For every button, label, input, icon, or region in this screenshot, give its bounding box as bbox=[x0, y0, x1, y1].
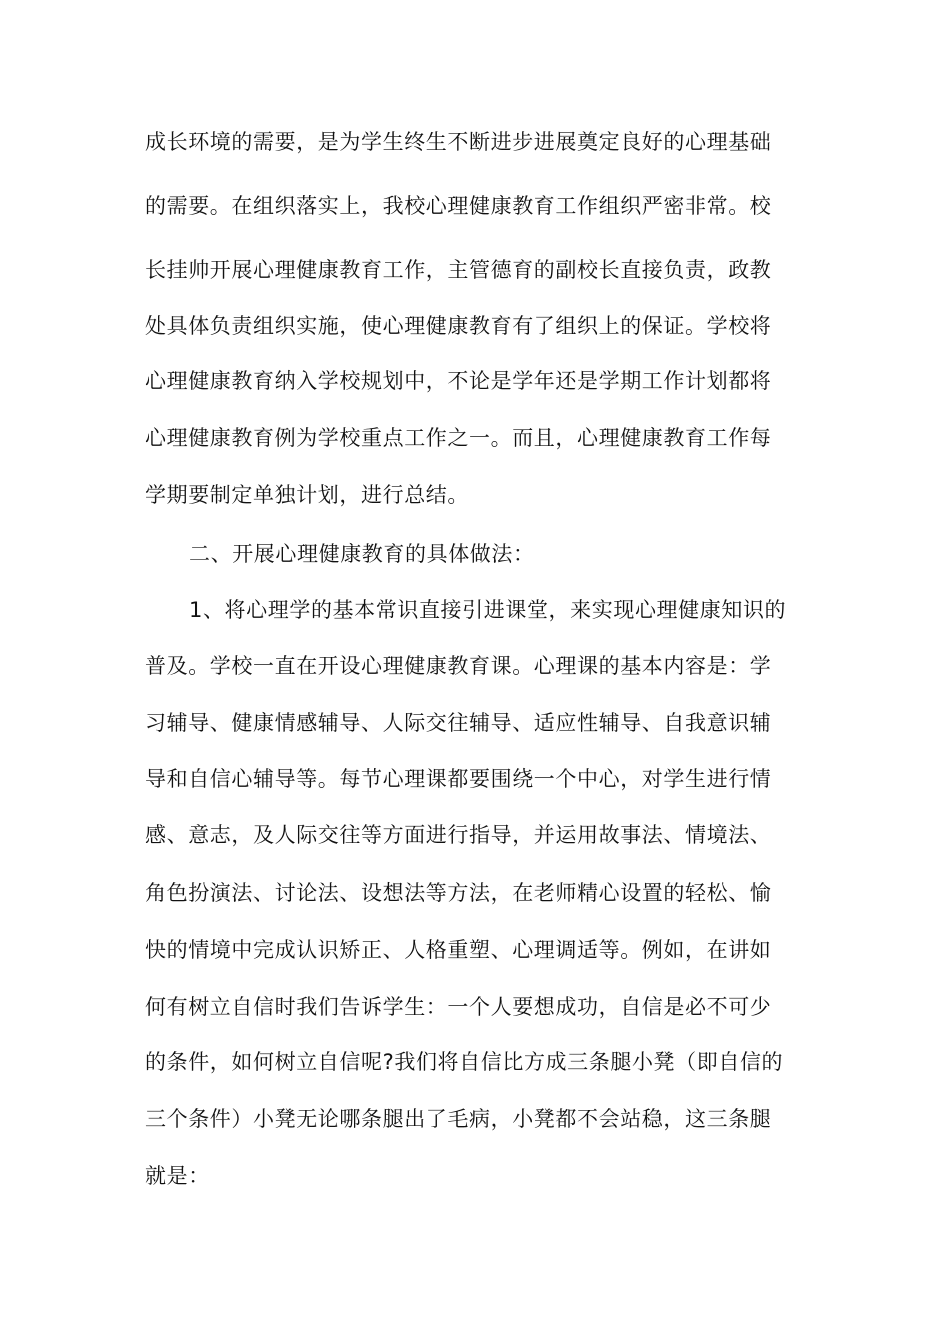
paragraph-line: 1、将心理学的基本常识直接引进课堂，来实现心理健康知识的 bbox=[189, 598, 787, 622]
paragraph-line: 普及。学校一直在开设心理健康教育课。心理课的基本内容是：学 bbox=[145, 654, 772, 678]
paragraph-line: 就是： bbox=[145, 1164, 210, 1188]
paragraph-line: 处具体负责组织实施，使心理健康教育有了组织上的保证。学校将 bbox=[145, 314, 772, 338]
paragraph-line: 角色扮演法、讨论法、设想法等方法，在老师精心设置的轻松、愉 bbox=[145, 881, 772, 905]
section-heading: 二、开展心理健康教育的具体做法： bbox=[189, 542, 535, 566]
paragraph-line: 长挂帅开展心理健康教育工作，主管德育的副校长直接负责，政教 bbox=[145, 258, 772, 282]
paragraph-line: 的需要。在组织落实上，我校心理健康教育工作组织严密非常。校 bbox=[145, 194, 772, 218]
paragraph-line: 心理健康教育例为学校重点工作之一。而且，心理健康教育工作每 bbox=[145, 426, 772, 450]
paragraph-line: 快的情境中完成认识矫正、人格重塑、心理调适等。例如，在讲如 bbox=[145, 938, 772, 962]
paragraph-line: 的条件，如何树立自信呢?我们将自信比方成三条腿小凳（即自信的 bbox=[145, 1050, 784, 1074]
paragraph-line: 三个条件）小凳无论哪条腿出了毛病，小凳都不会站稳，这三条腿 bbox=[145, 1107, 772, 1131]
paragraph-line: 心理健康教育纳入学校规划中，不论是学年还是学期工作计划都将 bbox=[145, 369, 772, 393]
paragraph-line: 学期要制定单独计划，进行总结。 bbox=[145, 483, 469, 507]
paragraph-line: 何有树立自信时我们告诉学生：一个人要想成功，自信是必不可少 bbox=[145, 995, 772, 1019]
paragraph-line: 成长环境的需要，是为学生终生不断进步进展奠定良好的心理基础 bbox=[145, 130, 772, 154]
paragraph-line: 导和自信心辅导等。每节心理课都要围绕一个中心，对学生进行情 bbox=[145, 767, 772, 791]
paragraph-line: 感、意志，及人际交往等方面进行指导，并运用故事法、情境法、 bbox=[145, 823, 772, 847]
paragraph-line: 习辅导、健康情感辅导、人际交往辅导、适应性辅导、自我意识辅 bbox=[145, 711, 772, 735]
